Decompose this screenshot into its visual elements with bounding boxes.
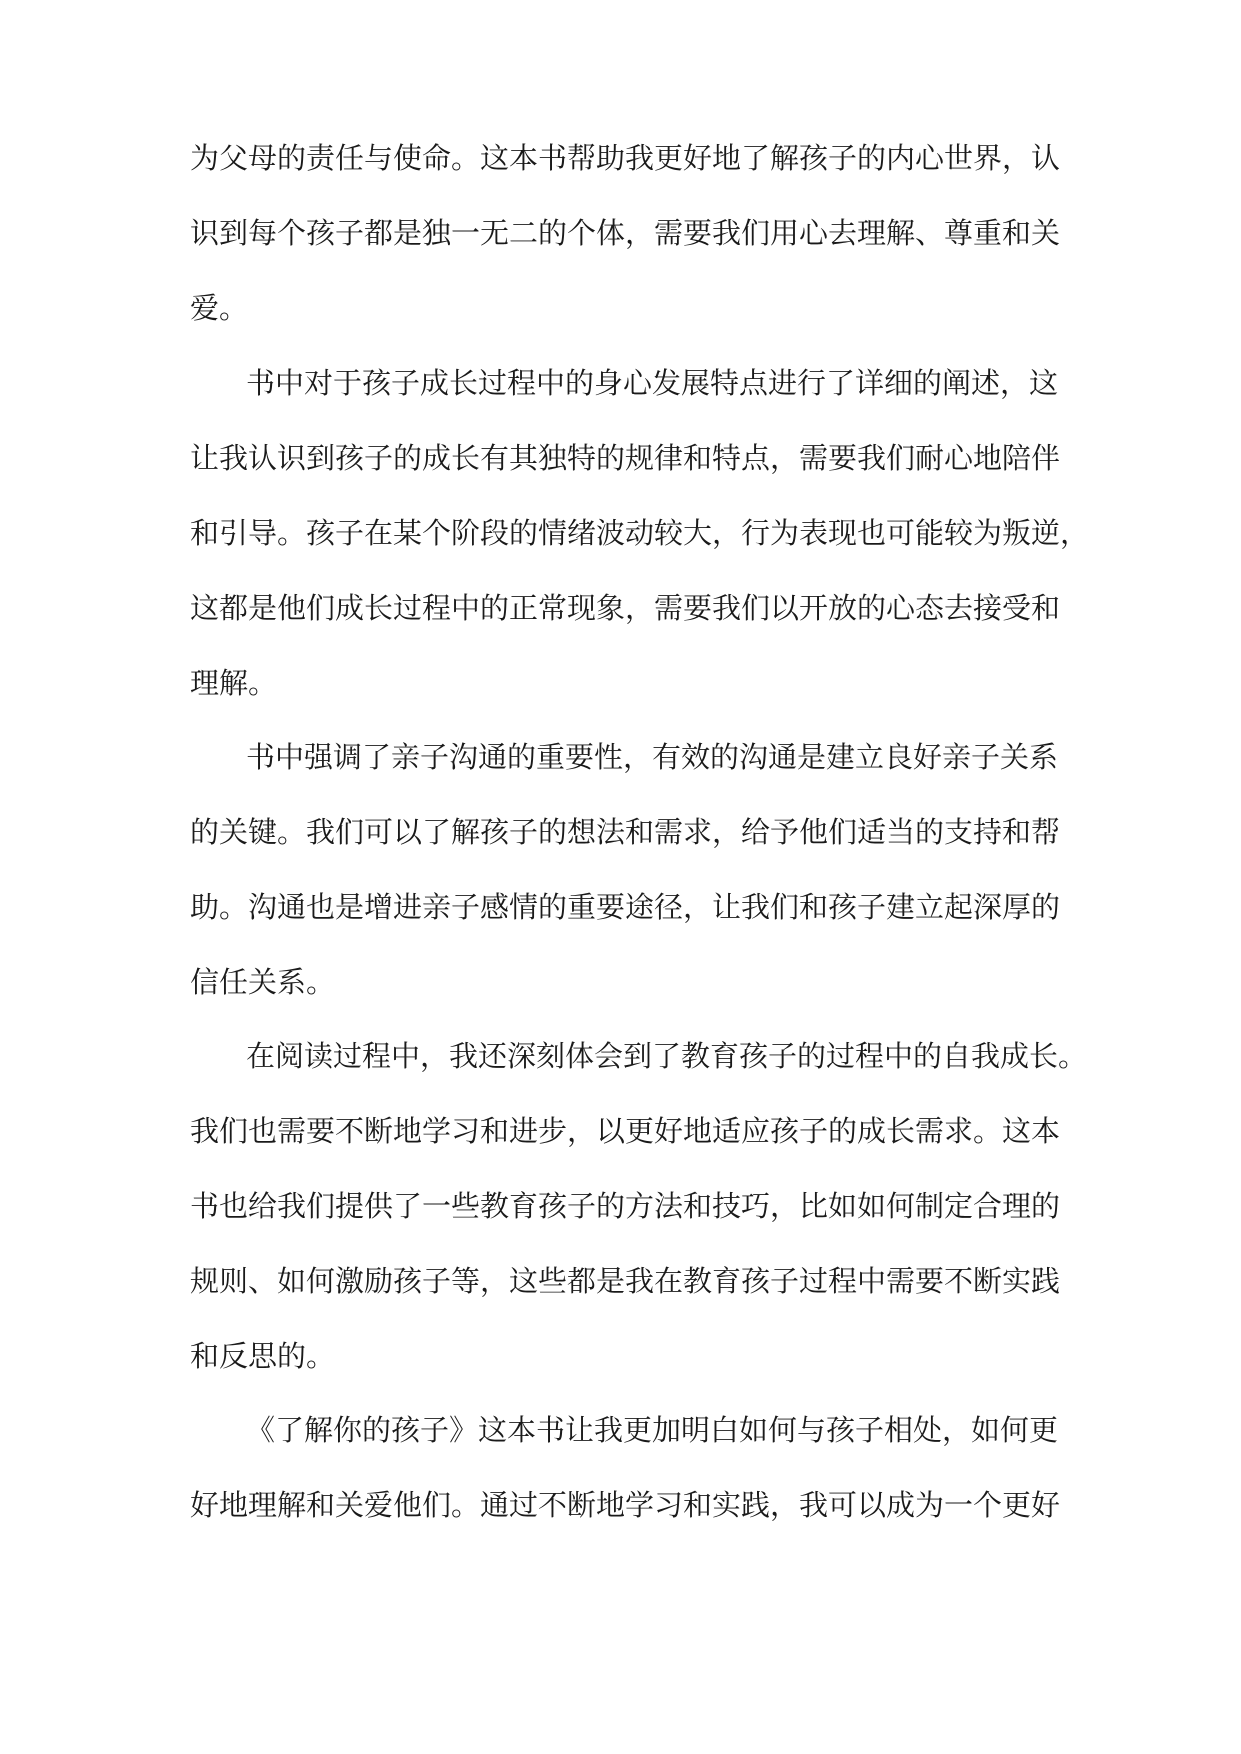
- text-line: 在阅读过程中，我还深刻体会到了教育孩子的过程中的自我成长。: [246, 1039, 1088, 1073]
- text-line: 爱。: [190, 291, 249, 325]
- text-line: 规则、如何激励孩子等，这些都是我在教育孩子过程中需要不断实践: [190, 1264, 1061, 1298]
- text-line: 好地理解和关爱他们。通过不断地学习和实践，我可以成为一个更好: [190, 1488, 1061, 1522]
- text-line: 理解。: [190, 666, 278, 700]
- text-line: 这都是他们成长过程中的正常现象，需要我们以开放的心态去接受和: [190, 591, 1061, 625]
- text-line: 书中对于孩子成长过程中的身心发展特点进行了详细的阐述，这: [246, 366, 1059, 400]
- text-line: 书也给我们提供了一些教育孩子的方法和技巧，比如如何制定合理的: [190, 1189, 1061, 1223]
- text-line: 助。沟通也是增进亲子感情的重要途径，让我们和孩子建立起深厚的: [190, 890, 1061, 924]
- text-line: 书中强调了亲子沟通的重要性，有效的沟通是建立良好亲子关系: [246, 740, 1059, 774]
- text-line: 让我认识到孩子的成长有其独特的规律和特点，需要我们耐心地陪伴: [190, 441, 1061, 475]
- text-line: 和反思的。: [190, 1339, 336, 1373]
- text-line: 信任关系。: [190, 965, 336, 999]
- text-line: 我们也需要不断地学习和进步，以更好地适应孩子的成长需求。这本: [190, 1114, 1061, 1148]
- text-line: 为父母的责任与使命。这本书帮助我更好地了解孩子的内心世界，认: [190, 141, 1061, 175]
- text-line: 的关键。我们可以了解孩子的想法和需求，给予他们适当的支持和帮: [190, 815, 1061, 849]
- text-line: 识到每个孩子都是独一无二的个体，需要我们用心去理解、尊重和关: [190, 216, 1061, 250]
- text-line: 和引导。孩子在某个阶段的情绪波动较大，行为表现也可能较为叛逆，: [190, 516, 1090, 550]
- text-line: 《了解你的孩子》这本书让我更加明白如何与孩子相处，如何更: [246, 1413, 1059, 1447]
